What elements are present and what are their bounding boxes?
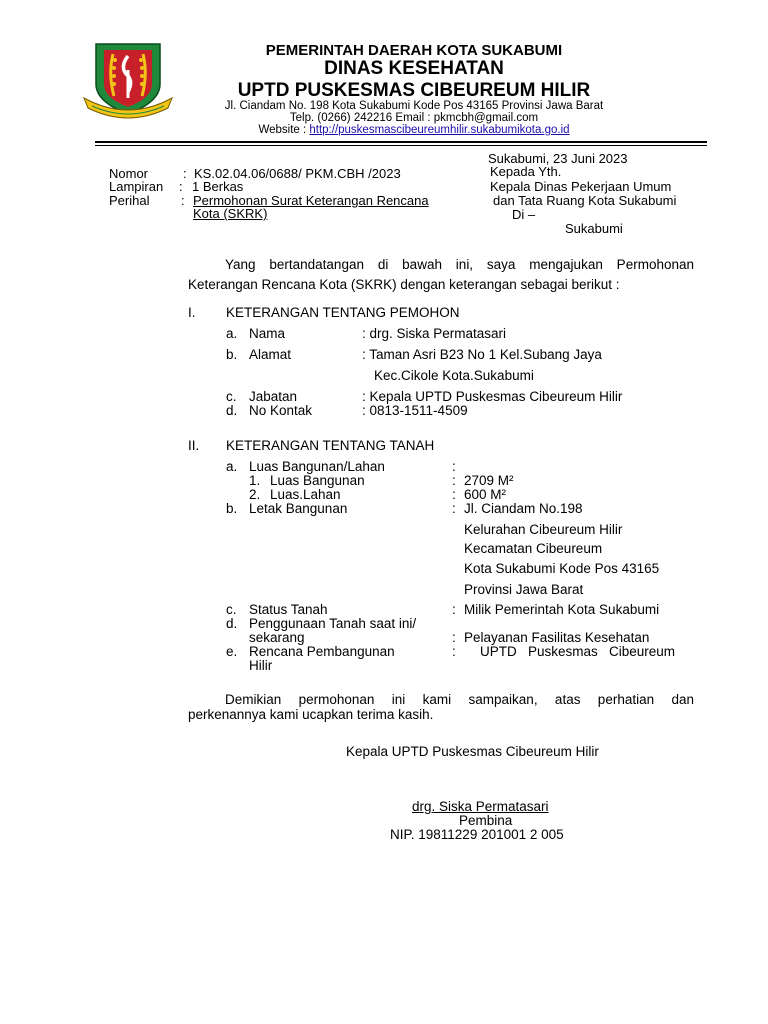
header-divider-thin bbox=[95, 145, 707, 146]
tanah-letter-b: b. bbox=[226, 501, 238, 516]
signature-title: Kepala UPTD Puskesmas Cibeureum Hilir bbox=[346, 744, 599, 759]
tanah-value-luas-lahan: 600 M² bbox=[464, 487, 507, 502]
website-label: Website : bbox=[258, 124, 310, 136]
nomor-label: Nomor bbox=[109, 166, 149, 181]
pemohon-label-alamat: Alamat bbox=[249, 347, 292, 362]
pemohon-label-jabatan: Jabatan bbox=[249, 389, 298, 404]
signature-nip: NIP. 19811229 201001 2 005 bbox=[390, 827, 564, 842]
tanah-letter-e: e. bbox=[226, 644, 238, 659]
intro-line1: Yang bertandatangan di bawah ini, saya mengajukan Permohonan bbox=[225, 257, 694, 272]
section2-number: II. bbox=[188, 438, 200, 453]
pemohon-letter-a: a. bbox=[226, 326, 238, 341]
pemohon-label-nama: Nama bbox=[249, 326, 286, 341]
perihal-colon: : bbox=[181, 193, 185, 208]
tanah-colon-c: : bbox=[452, 602, 456, 617]
signature-name: drg. Siska Permatasari bbox=[412, 799, 549, 814]
tanah-label-penggunaan-cont: sekarang bbox=[249, 630, 305, 645]
perihal-value-line1: Permohonan Surat Keterangan Rencana bbox=[193, 193, 429, 208]
recipient-di: Di – bbox=[512, 207, 536, 222]
header-department: DINAS KESEHATAN bbox=[324, 58, 504, 79]
lampiran-label: Lampiran bbox=[109, 179, 164, 194]
tanah-colon-d: : bbox=[452, 630, 456, 645]
tanah-colon-a2: : bbox=[452, 487, 456, 502]
perihal-value-line2: Kota (SKRK) bbox=[193, 206, 268, 221]
tanah-label-penggunaan: Penggunaan Tanah saat ini/ bbox=[249, 616, 417, 631]
nomor-colon: : bbox=[183, 166, 187, 181]
tanah-num-1: 1. bbox=[249, 473, 261, 488]
header-divider-thick bbox=[95, 141, 707, 143]
tanah-num-2: 2. bbox=[249, 487, 261, 502]
section1-number: I. bbox=[188, 305, 196, 320]
tanah-letak-line2: Kecamatan Cibeureum bbox=[464, 541, 603, 556]
tanah-letter-c: c. bbox=[226, 602, 237, 617]
recipient-line1: Kepala Dinas Pekerjaan Umum bbox=[490, 179, 672, 194]
header-contact: Telp. (0266) 242216 Email : pkmcbh@gmail.com bbox=[289, 112, 539, 124]
perihal-label: Perihal bbox=[109, 193, 150, 208]
pemohon-value-alamat: : Taman Asri B23 No 1 Kel.Subang Jaya bbox=[362, 347, 602, 362]
closing-line1: Demikian permohonan ini kami sampaikan, atas perhatian dan bbox=[225, 692, 694, 707]
signature-rank: Pembina bbox=[459, 813, 513, 828]
tanah-letak-line1: Kelurahan Cibeureum Hilir bbox=[464, 522, 623, 537]
tanah-label-rencana-cont: Hilir bbox=[249, 658, 273, 673]
pemohon-value-jabatan: : Kepala UPTD Puskesmas Cibeureum Hilir bbox=[362, 389, 623, 404]
tanah-letak-line3: Kota Sukabumi Kode Pos 43165 bbox=[464, 561, 660, 576]
pemohon-value-nama: : drg. Siska Permatasari bbox=[362, 326, 507, 341]
tanah-letter-a: a. bbox=[226, 459, 238, 474]
tanah-colon-a: : bbox=[452, 459, 456, 474]
header-institution: UPTD PUSKESMAS CIBEUREUM HILIR bbox=[237, 80, 591, 101]
pemohon-value-kontak: : 0813-1511-4509 bbox=[362, 403, 468, 418]
lampiran-colon: : bbox=[179, 179, 183, 194]
section2-title: KETERANGAN TENTANG TANAH bbox=[226, 438, 435, 453]
tanah-label-status: Status Tanah bbox=[249, 602, 328, 617]
website-link[interactable]: http://puskesmascibeureumhilir.sukabumikota.go.id bbox=[309, 124, 570, 136]
tanah-letter-d: d. bbox=[226, 616, 238, 631]
tanah-label-luas-bangunan: Luas Bangunan bbox=[270, 473, 365, 488]
tanah-value-status: Milik Pemerintah Kota Sukabumi bbox=[464, 602, 660, 617]
tanah-value-letak: Jl. Ciandam No.198 bbox=[464, 501, 583, 516]
nomor-value: KS.02.04.06/0688/ PKM.CBH /2023 bbox=[194, 166, 401, 181]
pemohon-value-alamat-cont: Kec.Cikole Kota.Sukabumi bbox=[374, 368, 534, 383]
tanah-label-luas-lahan: Luas.Lahan bbox=[270, 487, 341, 502]
pemohon-label-kontak: No Kontak bbox=[249, 403, 313, 418]
tanah-value-luas-bangunan: 2709 M² bbox=[464, 473, 514, 488]
tanah-letak-line4: Provinsi Jawa Barat bbox=[464, 582, 584, 597]
section1-title: KETERANGAN TENTANG PEMOHON bbox=[226, 305, 460, 320]
pemohon-letter-b: b. bbox=[226, 347, 238, 362]
closing-line2: perkenannya kami ucapkan terima kasih. bbox=[188, 707, 434, 722]
header-website bbox=[0, 124, 768, 136]
recipient-kepada: Kepada Yth. bbox=[490, 164, 562, 179]
tanah-value-rencana: UPTD Puskesmas Cibeureum bbox=[480, 644, 676, 659]
tanah-label-letak: Letak Bangunan bbox=[249, 501, 348, 516]
header-address: Jl. Ciandam No. 198 Kota Sukabumi Kode Pos 43165 Provinsi Jawa Barat bbox=[224, 100, 604, 112]
tanah-label-rencana: Rencana Pembangunan bbox=[249, 644, 395, 659]
tanah-colon-a1: : bbox=[452, 473, 456, 488]
tanah-label-luas: Luas Bangunan/Lahan bbox=[249, 459, 385, 474]
tanah-colon-b: : bbox=[452, 501, 456, 516]
header-government: PEMERINTAH DAERAH KOTA SUKABUMI bbox=[265, 42, 563, 59]
intro-line2: Keterangan Rencana Kota (SKRK) dengan keterangan sebagai berikut : bbox=[188, 277, 620, 292]
pemohon-letter-d: d. bbox=[226, 403, 238, 418]
recipient-city: Sukabumi bbox=[565, 221, 623, 236]
lampiran-value: 1 Berkas bbox=[192, 179, 244, 194]
tanah-colon-e: : bbox=[452, 644, 456, 659]
tanah-value-penggunaan: Pelayanan Fasilitas Kesehatan bbox=[464, 630, 650, 645]
pemohon-letter-c: c. bbox=[226, 389, 237, 404]
recipient-line2: dan Tata Ruang Kota Sukabumi bbox=[493, 193, 677, 208]
letter-date: Sukabumi, 23 Juni 2023 bbox=[488, 151, 628, 166]
